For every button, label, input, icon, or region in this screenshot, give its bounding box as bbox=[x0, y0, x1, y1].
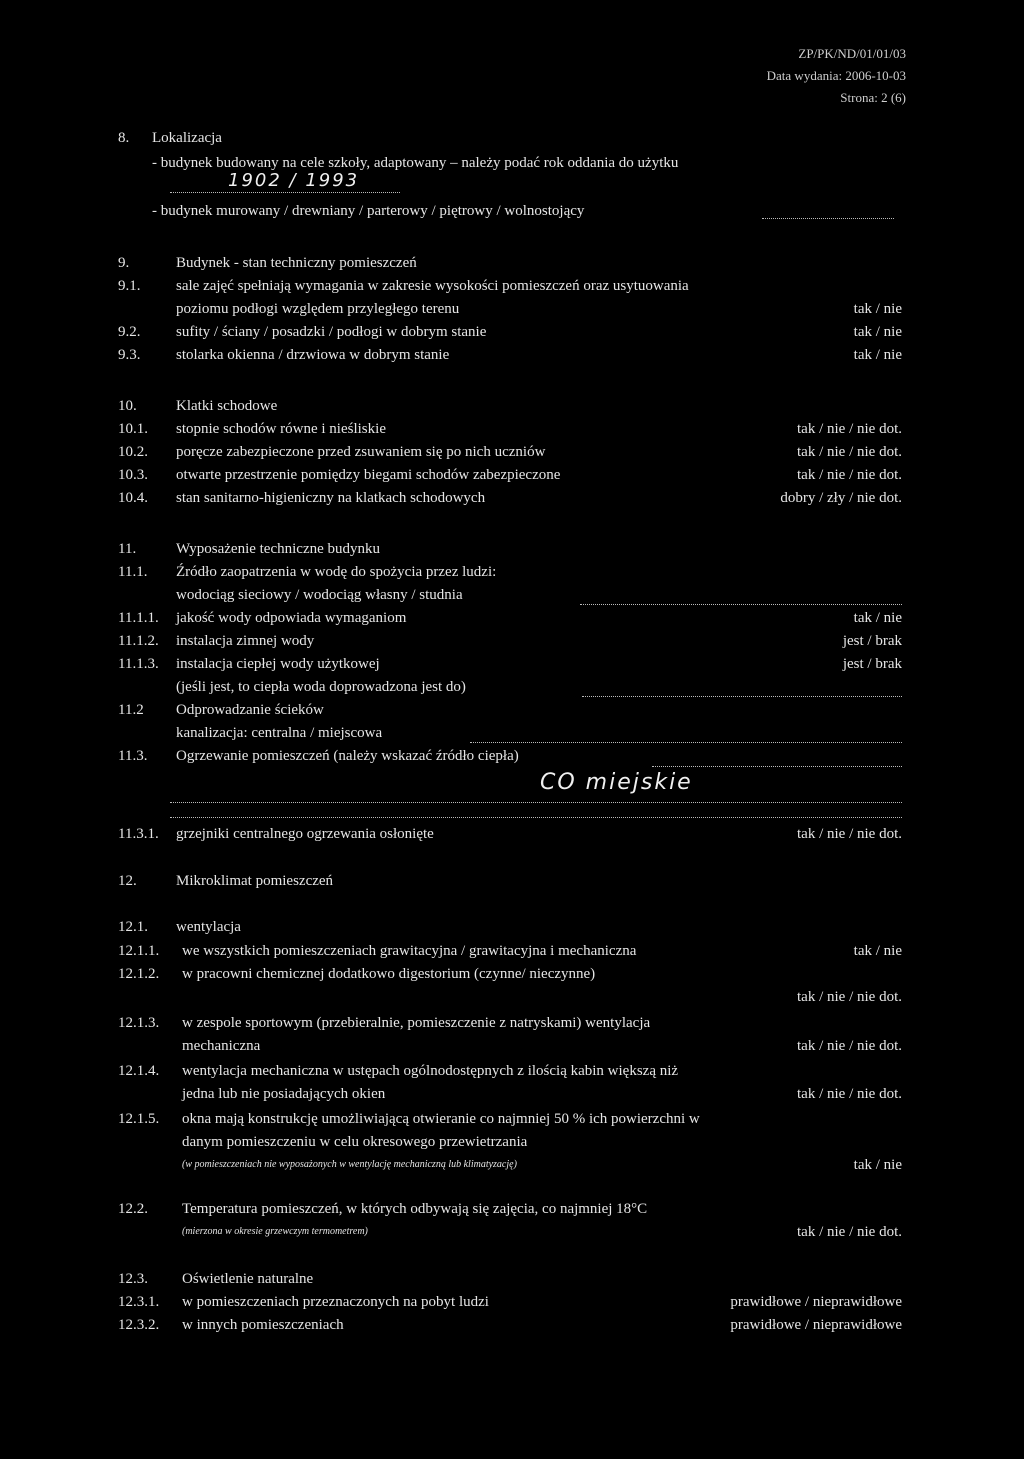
item-number: 11.3. bbox=[118, 748, 148, 764]
item-text: w pomieszczeniach przeznaczonych na pobyt ludzi bbox=[182, 1294, 489, 1310]
item-10-2 bbox=[0, 441, 1024, 463]
item-text: (jeśli jest, to ciepła woda doprowadzona jest do) bbox=[176, 679, 466, 695]
item-number: 11.1.3. bbox=[118, 656, 159, 672]
handwritten-heating-source: CO miejskie bbox=[540, 770, 693, 795]
item-text: stopnie schodów równe i nieśliskie bbox=[176, 421, 386, 437]
heating-fill-2 bbox=[170, 788, 902, 803]
item-text: jedna lub nie posiadających okien bbox=[182, 1086, 386, 1102]
item-12-1-2 bbox=[0, 963, 1024, 985]
section-9-heading bbox=[0, 252, 1024, 274]
item-12-1-5 bbox=[0, 1108, 1024, 1130]
item-number: 10.4. bbox=[118, 490, 148, 506]
doc-code: ZP/PK/ND/01/01/03 bbox=[798, 46, 906, 61]
item-number: 12.1.5. bbox=[118, 1111, 160, 1127]
item-10-3 bbox=[0, 464, 1024, 486]
item-number: 11.3.1. bbox=[118, 826, 159, 842]
item-text: Odprowadzanie ścieków bbox=[176, 702, 324, 718]
item-text: Temperatura pomieszczeń, w których odbywają się zajęcia, co najmniej 18°C bbox=[182, 1201, 648, 1217]
item-options: tak / nie / nie dot. bbox=[797, 444, 902, 460]
item-text: Źródło zaopatrzenia w wodę do spożycia przez ludzi: bbox=[176, 564, 497, 580]
item-number: 12.1. bbox=[118, 919, 148, 935]
page-number: Strona: 2 (6) bbox=[840, 90, 906, 105]
item-text: Ogrzewanie pomieszczeń (należy wskazać źródło ciepła) bbox=[176, 748, 519, 764]
item-note: (w pomieszczeniach nie wyposażonych w wentylację mechaniczną lub klimatyzację) bbox=[182, 1159, 517, 1170]
item-text: okna mają konstrukcję umożliwiającą otwieranie co najmniej 50 % ich powierzchni w bbox=[182, 1111, 700, 1127]
item-12-1-4 bbox=[0, 1060, 1024, 1082]
item-12-1-1 bbox=[0, 940, 1024, 962]
item-12-1 bbox=[0, 916, 1024, 938]
item-12-3-2 bbox=[0, 1314, 1024, 1336]
item-12-1-5-cont bbox=[0, 1131, 1024, 1153]
hot-water-fill bbox=[582, 682, 902, 697]
section-title: Lokalizacja bbox=[152, 130, 222, 146]
item-9-1 bbox=[0, 275, 1024, 297]
section-title: Budynek - stan techniczny pomieszczeń bbox=[176, 255, 417, 271]
item-options: tak / nie bbox=[853, 943, 902, 959]
item-text: kanalizacja: centralna / miejscowa bbox=[176, 725, 383, 741]
item-text: sale zajęć spełniają wymagania w zakresie wysokości pomieszczeń oraz usytuowania bbox=[176, 278, 689, 294]
item-number: 9.3. bbox=[118, 347, 141, 363]
item-text: instalacja ciepłej wody użytkowej bbox=[176, 656, 380, 672]
item-10-1 bbox=[0, 418, 1024, 440]
item-text: wentylacja mechaniczna w ustępach ogólnodostępnych z ilością kabin większą niż bbox=[182, 1063, 679, 1079]
item-options: tak / nie bbox=[853, 347, 902, 363]
item-text: stolarka okienna / drzwiowa w dobrym stanie bbox=[176, 347, 450, 363]
item-number: 11.1.1. bbox=[118, 610, 159, 626]
item-number: 9.1. bbox=[118, 278, 141, 294]
item-number: 10.1. bbox=[118, 421, 148, 437]
item-text: instalacja zimnej wody bbox=[176, 633, 315, 649]
item-options: tak / nie bbox=[853, 301, 902, 317]
section-number: 9. bbox=[118, 255, 130, 271]
item-11-1-1 bbox=[0, 607, 1024, 629]
item-11-2 bbox=[0, 699, 1024, 721]
item-number: 10.2. bbox=[118, 444, 148, 460]
item-text: wodociąg sieciowy / wodociąg własny / studnia bbox=[176, 587, 463, 603]
item-number: 12.1.3. bbox=[118, 1015, 160, 1031]
item-text: Oświetlenie naturalne bbox=[182, 1271, 314, 1287]
item-text: jakość wody odpowiada wymaganiom bbox=[176, 610, 407, 626]
item-options: tak / nie / nie dot. bbox=[797, 467, 902, 483]
item-9-2 bbox=[0, 321, 1024, 343]
item-options: prawidłowe / nieprawidłowe bbox=[730, 1317, 902, 1333]
issue-date: Data wydania: 2006-10-03 bbox=[766, 68, 906, 83]
item-options: tak / nie / nie dot. bbox=[797, 826, 902, 842]
item-number: 12.2. bbox=[118, 1201, 148, 1217]
section-number: 10. bbox=[118, 398, 137, 414]
item-number: 12.3. bbox=[118, 1271, 148, 1287]
item-text: w zespole sportowym (przebieralnie, pomieszczenie z natryskami) wentylacja bbox=[182, 1015, 651, 1031]
heating-fill-3 bbox=[170, 803, 902, 818]
item-9-3 bbox=[0, 344, 1024, 366]
item-text: mechaniczna bbox=[182, 1038, 261, 1054]
item-text: poręcze zabezpieczone przed zsuwaniem się po nich uczniów bbox=[176, 444, 546, 460]
item-options: dobry / zły / nie dot. bbox=[780, 490, 902, 506]
section-10-heading bbox=[0, 395, 1024, 417]
item-12-3-1 bbox=[0, 1291, 1024, 1313]
section-8-heading bbox=[0, 127, 1024, 149]
item-text: w innych pomieszczeniach bbox=[182, 1317, 344, 1333]
item-text: we wszystkich pomieszczeniach grawitacyjna / grawitacyjna i mechaniczna bbox=[182, 943, 637, 959]
item-text: otwarte przestrzenie pomiędzy biegami schodów zabezpieczone bbox=[176, 467, 561, 483]
item-12-3 bbox=[0, 1268, 1024, 1290]
item-number: 11.1.2. bbox=[118, 633, 159, 649]
item-text: grzejniki centralnego ogrzewania osłonięte bbox=[176, 826, 434, 842]
item-number: 11.1. bbox=[118, 564, 148, 580]
item-options: tak / nie / nie dot. bbox=[797, 1224, 902, 1240]
item-number: 12.3.2. bbox=[118, 1317, 160, 1333]
section-number: 12. bbox=[118, 873, 137, 889]
section-title: Wyposażenie techniczne budynku bbox=[176, 541, 381, 557]
item-text: sufity / ściany / posadzki / podłogi w dobrym stanie bbox=[176, 324, 487, 340]
building-type-fill bbox=[762, 204, 894, 219]
item-options: jest / brak bbox=[842, 656, 902, 672]
item-number: 12.1.2. bbox=[118, 966, 160, 982]
item-12-2-note bbox=[0, 1221, 1024, 1243]
item-number: 9.2. bbox=[118, 324, 141, 340]
section-title: Klatki schodowe bbox=[176, 398, 278, 414]
item-12-1-5-note bbox=[0, 1154, 1024, 1176]
item-options: tak / nie / nie dot. bbox=[797, 421, 902, 437]
item-options: tak / nie bbox=[853, 324, 902, 340]
item-options: tak / nie / nie dot. bbox=[797, 1038, 902, 1054]
item-text: stan sanitarno-higieniczny na klatkach schodowych bbox=[176, 490, 486, 506]
item-text: poziomu podłogi względem przyległego terenu bbox=[176, 301, 460, 317]
item-number: 11.2 bbox=[118, 702, 144, 718]
building-type-text: - budynek murowany / drewniany / parterowy / piętrowy / wolnostojący bbox=[152, 203, 585, 219]
section-number: 8. bbox=[118, 130, 130, 146]
item-note: (mierzona w okresie grzewczym termometrem) bbox=[182, 1226, 368, 1237]
item-11-1-2 bbox=[0, 630, 1024, 652]
item-number: 10.3. bbox=[118, 467, 148, 483]
water-source-fill bbox=[580, 590, 902, 605]
item-10-4 bbox=[0, 487, 1024, 509]
item-12-1-3 bbox=[0, 1012, 1024, 1034]
item-12-1-3-cont bbox=[0, 1035, 1024, 1057]
item-number: 12.3.1. bbox=[118, 1294, 160, 1310]
section-8-line-1 bbox=[0, 152, 1024, 174]
section-12-heading bbox=[0, 870, 1024, 892]
item-12-2 bbox=[0, 1198, 1024, 1220]
item-11-1-3 bbox=[0, 653, 1024, 675]
item-options: tak / nie / nie dot. bbox=[797, 1086, 902, 1102]
handwritten-year: 1902 / 1993 bbox=[228, 170, 360, 191]
sewage-fill bbox=[470, 728, 902, 743]
item-11-3-1 bbox=[0, 823, 1024, 845]
item-9-1-cont bbox=[0, 298, 1024, 320]
item-options: tak / nie / nie dot. bbox=[797, 989, 902, 1005]
section-number: 11. bbox=[118, 541, 137, 557]
item-11-1 bbox=[0, 561, 1024, 583]
item-number: 12.1.4. bbox=[118, 1063, 160, 1079]
heating-fill-1 bbox=[652, 752, 902, 767]
item-options: tak / nie bbox=[853, 610, 902, 626]
section-title: Mikroklimat pomieszczeń bbox=[176, 873, 334, 889]
section-11-heading bbox=[0, 538, 1024, 560]
item-text: wentylacja bbox=[176, 919, 241, 935]
item-text: danym pomieszczeniu w celu okresowego przewietrzania bbox=[182, 1134, 528, 1150]
item-options: prawidłowe / nieprawidłowe bbox=[730, 1294, 902, 1310]
item-options: jest / brak bbox=[842, 633, 902, 649]
item-12-1-4-cont bbox=[0, 1083, 1024, 1105]
item-options: tak / nie bbox=[853, 1157, 902, 1173]
item-text: w pracowni chemicznej dodatkowo digestorium (czynne/ nieczynne) bbox=[182, 966, 596, 982]
item-12-1-2-opt bbox=[0, 986, 1024, 1008]
item-number: 12.1.1. bbox=[118, 943, 160, 959]
building-purpose-text: - budynek budowany na cele szkoły, adaptowany – należy podać rok oddania do użytku bbox=[152, 155, 679, 171]
